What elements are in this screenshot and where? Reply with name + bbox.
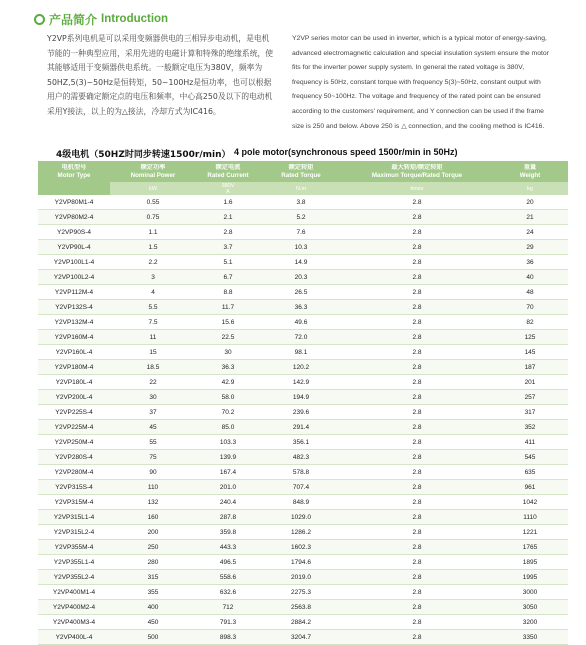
- table-cell: 48: [526, 288, 534, 296]
- table-row: [38, 405, 568, 420]
- table-row: [38, 630, 568, 645]
- table-cell: 2.8: [412, 633, 422, 641]
- table-cell: 2884.2: [291, 618, 311, 626]
- table-cell: Y2VP400M2-4: [52, 603, 96, 611]
- table-cell: 145: [524, 348, 536, 356]
- table-cell: 20.3: [294, 273, 308, 281]
- table-cell: 2.8: [412, 288, 422, 296]
- table-cell: Y2VP315L1-4: [53, 513, 95, 521]
- table-cell: 2.8: [412, 468, 422, 476]
- table-cell: 257: [524, 393, 536, 401]
- unit-cell: [492, 182, 568, 195]
- table-cell: 578.8: [292, 468, 310, 476]
- table-cell: 0.75: [146, 213, 160, 221]
- column-header: [110, 164, 196, 179]
- table-cell: 26.5: [294, 288, 308, 296]
- table-cell: 40: [526, 273, 534, 281]
- table-cell: 90: [149, 468, 157, 476]
- table-cell: 132: [147, 498, 159, 506]
- table-cell: 2019.0: [291, 573, 311, 581]
- table-cell: Y2VP225M-4: [54, 423, 94, 431]
- column-header: [342, 164, 492, 179]
- table-cell: 2.8: [412, 258, 422, 266]
- table-cell: 22: [149, 378, 157, 386]
- table-cell: 2.8: [223, 228, 233, 236]
- table-cell: 635: [524, 468, 536, 476]
- table-cell: Y2VP132S-4: [55, 303, 93, 311]
- table-row: [38, 525, 568, 540]
- table-row: [38, 255, 568, 270]
- table-cell: 2.8: [412, 333, 422, 341]
- table-cell: 355: [147, 588, 159, 596]
- table-cell: 3.7: [223, 243, 233, 251]
- table-cell: 37: [149, 408, 157, 416]
- table-cell: 1110: [523, 513, 537, 521]
- table-cell: 36.3: [221, 363, 235, 371]
- table-cell: 558.6: [219, 573, 237, 581]
- table-cell: 8.8: [223, 288, 233, 296]
- table-cell: 36.3: [294, 303, 308, 311]
- table-cell: 2.8: [412, 363, 422, 371]
- column-header-cn: 额定转矩: [288, 164, 314, 171]
- table-cell: 1.1: [148, 228, 158, 236]
- table-cell: Y2VP355L1-4: [53, 558, 95, 566]
- table-cell: 70.2: [221, 408, 235, 416]
- table-cell: 11: [149, 333, 157, 341]
- table-cell: 707.4: [292, 483, 310, 491]
- table-cell: 3200: [522, 618, 538, 626]
- table-cell: 359.8: [219, 528, 237, 536]
- table-row: [38, 570, 568, 585]
- table-header-row: [38, 161, 568, 182]
- column-header-en: Weight: [519, 171, 541, 179]
- circle-icon: [34, 14, 45, 25]
- table-cell: 2.1: [223, 213, 233, 221]
- table-cell: 3: [151, 273, 155, 281]
- table-cell: 2.8: [412, 228, 422, 236]
- table-cell: 15: [149, 348, 157, 356]
- table-cell: 1.5: [148, 243, 158, 251]
- table-cell: 3350: [522, 633, 538, 641]
- table-row: [38, 615, 568, 630]
- table-row: [38, 420, 568, 435]
- table-cell: Y2VP355M-4: [54, 543, 94, 551]
- column-header-cn: 电机型号: [61, 164, 87, 171]
- unit-label: times: [410, 185, 424, 192]
- table-row: [38, 585, 568, 600]
- table-cell: 3000: [522, 588, 538, 596]
- table-cell: 2.8: [412, 303, 422, 311]
- table-cell: 4: [151, 288, 155, 296]
- table-cell: 11.7: [221, 303, 235, 311]
- table-cell: 545: [524, 453, 536, 461]
- table-cell: 2563.8: [291, 603, 311, 611]
- unit-cell: [38, 182, 110, 195]
- table-title-cn: 4级电机（50HZ时同步转速1500r/min）: [56, 150, 231, 160]
- table-cell: 58.0: [221, 393, 235, 401]
- table-cell: 2.8: [412, 273, 422, 281]
- table-cell: 1221: [522, 528, 538, 536]
- motor-spec-table: [38, 161, 568, 645]
- table-cell: 239.6: [292, 408, 310, 416]
- column-header: [196, 164, 260, 179]
- header-title-en: Introduction: [101, 13, 169, 25]
- table-cell: Y2VP180M-4: [54, 363, 94, 371]
- table-cell: 55: [149, 438, 157, 446]
- column-header-en: Motor Type: [57, 171, 91, 179]
- table-cell: 82: [526, 318, 534, 326]
- table-cell: 848.9: [292, 498, 310, 506]
- column-header: [492, 164, 568, 179]
- table-cell: 194.9: [292, 393, 310, 401]
- table-cell: 2.8: [412, 393, 422, 401]
- unit-label: kg: [527, 185, 533, 192]
- column-header-en: Rated Current: [207, 171, 249, 179]
- table-cell: 18.5: [146, 363, 160, 371]
- table-cell: 411: [524, 438, 536, 446]
- table-cell: 110: [147, 483, 159, 491]
- table-cell: 2.8: [412, 378, 422, 386]
- table-cell: 45: [149, 423, 157, 431]
- table-cell: 24: [526, 228, 534, 236]
- table-cell: Y2VP100L2-4: [53, 273, 95, 281]
- table-cell: 2.8: [412, 543, 422, 551]
- table-cell: Y2VP160M-4: [54, 333, 94, 341]
- column-header-cn: 最大转矩/额定转矩: [391, 164, 443, 171]
- section-header: [34, 10, 168, 28]
- table-row: [38, 555, 568, 570]
- table-cell: Y2VP200L-4: [55, 393, 93, 401]
- column-header-en: Nominal Power: [130, 171, 176, 179]
- table-cell: 7.6: [296, 228, 306, 236]
- table-cell: 482.3: [292, 453, 310, 461]
- table-cell: Y2VP80M2-4: [54, 213, 94, 221]
- table-row: [38, 495, 568, 510]
- table-cell: 22.5: [221, 333, 235, 341]
- table-cell: 2.8: [412, 603, 422, 611]
- table-cell: 10.3: [294, 243, 308, 251]
- table-cell: 160: [147, 513, 159, 521]
- table-cell: Y2VP160L-4: [55, 348, 93, 356]
- table-cell: 280: [147, 558, 159, 566]
- table-cell: 6.7: [223, 273, 233, 281]
- column-header-en: Maximun Torque/Rated Torque: [371, 171, 463, 179]
- table-cell: 139.9: [219, 453, 237, 461]
- table-cell: 103.3: [219, 438, 237, 446]
- table-cell: 2.8: [412, 498, 422, 506]
- table-cell: 14.9: [294, 258, 308, 266]
- table-cell: 201: [524, 378, 536, 386]
- table-cell: 287.8: [219, 513, 237, 521]
- table-cell: 317: [524, 408, 536, 416]
- table-cell: 496.5: [219, 558, 237, 566]
- table-cell: Y2VP315L2-4: [53, 528, 95, 536]
- unit-label: 380V: [221, 182, 235, 189]
- table-row: [38, 390, 568, 405]
- table-cell: 2.8: [412, 483, 422, 491]
- table-cell: 2.8: [412, 198, 422, 206]
- unit-cell: [260, 182, 342, 195]
- table-cell: 98.1: [294, 348, 308, 356]
- table-row: [38, 510, 568, 525]
- table-cell: 443.3: [219, 543, 237, 551]
- table-cell: 2.8: [412, 558, 422, 566]
- table-cell: Y2VP80M1-4: [54, 198, 94, 206]
- unit-cell: [196, 182, 260, 195]
- table-cell: 1029.0: [291, 513, 311, 521]
- intro-text-cn: Y2VP系列电机是可以采用变频器供电的三相异步电动机，是电机节能的一种典型应用，采用先进的电磁计算和特殊的绝缘系统，使其能够适用于变频器供电系统。一般额定电压为380V，频率为50HZ,5(3)~50Hz是恒转矩，50~100Hz是恒功率，也可以根据用户的需要确定额定点的电压和频率，中心高250及以下的电动机采用Y接法，以上的为△接法，冷却方式为IC416。: [47, 34, 274, 116]
- table-cell: 2.8: [412, 453, 422, 461]
- table-cell: Y2VP180L-4: [55, 378, 93, 386]
- table-cell: 2.2: [148, 258, 158, 266]
- column-header-en: Rated Torque: [281, 171, 321, 179]
- table-cell: 400: [147, 603, 159, 611]
- table-cell: 75: [149, 453, 157, 461]
- table-cell: 450: [147, 618, 159, 626]
- table-cell: 712: [222, 603, 234, 611]
- table-cell: 0.55: [146, 198, 160, 206]
- table-row: [38, 225, 568, 240]
- table-cell: Y2VP90L-4: [57, 243, 91, 251]
- table-cell: Y2VP280M-4: [54, 468, 94, 476]
- column-header-cn: 额定电流: [215, 164, 241, 171]
- header-title-cn: 产品简介: [49, 12, 98, 27]
- table-cell: 201.0: [219, 483, 237, 491]
- table-row: [38, 600, 568, 615]
- table-cell: 356.1: [292, 438, 310, 446]
- table-row: [38, 360, 568, 375]
- table-cell: Y2VP315S-4: [55, 483, 93, 491]
- table-cell: Y2VP280S-4: [55, 453, 93, 461]
- table-cell: 20: [526, 198, 534, 206]
- unit-cell: [110, 182, 196, 195]
- table-cell: 1286.2: [291, 528, 311, 536]
- table-cell: 961: [524, 483, 536, 491]
- table-cell: 72.0: [294, 333, 308, 341]
- table-row: [38, 345, 568, 360]
- table-cell: 70: [526, 303, 534, 311]
- table-cell: 3204.7: [291, 633, 311, 641]
- table-row: [38, 300, 568, 315]
- table-cell: 2.8: [412, 513, 422, 521]
- column-header-cn: 额定功率: [140, 164, 166, 171]
- table-cell: 30: [149, 393, 157, 401]
- table-row: [38, 465, 568, 480]
- table-cell: 1042: [522, 498, 538, 506]
- table-cell: 2.8: [412, 618, 422, 626]
- table-cell: Y2VP355L2-4: [53, 573, 95, 581]
- table-row: [38, 450, 568, 465]
- table-cell: 352: [524, 423, 536, 431]
- table-cell: 200: [147, 528, 159, 536]
- table-cell: 1895: [522, 558, 538, 566]
- table-cell: 49.6: [294, 318, 308, 326]
- table-row: [38, 285, 568, 300]
- table-row: [38, 435, 568, 450]
- table-body: [38, 195, 568, 645]
- table-cell: 30: [224, 348, 232, 356]
- table-cell: 42.9: [221, 378, 235, 386]
- unit-label: N.m: [295, 185, 307, 192]
- table-cell: 5.1: [223, 258, 233, 266]
- table-cell: 1794.6: [291, 558, 311, 566]
- table-row: [38, 330, 568, 345]
- table-cell: Y2VP132M-4: [54, 318, 94, 326]
- table-cell: Y2VP100L1-4: [53, 258, 95, 266]
- table-cell: 500: [147, 633, 159, 641]
- table-cell: 36: [526, 258, 534, 266]
- table-row: [38, 480, 568, 495]
- table-cell: 1765: [522, 543, 538, 551]
- table-row: [38, 195, 568, 210]
- table-cell: 2.8: [412, 213, 422, 221]
- table-cell: Y2VP400M1-4: [52, 588, 96, 596]
- table-cell: 2.8: [412, 573, 422, 581]
- unit-label: kW: [149, 185, 157, 192]
- table-cell: 791.3: [219, 618, 237, 626]
- table-cell: 3050: [522, 603, 538, 611]
- table-cell: 21: [526, 213, 534, 221]
- table-row: [38, 315, 568, 330]
- table-cell: 2.8: [412, 528, 422, 536]
- table-cell: 1.6: [223, 198, 233, 206]
- table-cell: 315: [147, 573, 159, 581]
- table-cell: 167.4: [219, 468, 237, 476]
- table-cell: Y2VP112M-4: [54, 288, 94, 296]
- table-cell: 187: [524, 363, 536, 371]
- unit-label: A: [226, 188, 230, 195]
- table-row: [38, 210, 568, 225]
- column-header: [38, 164, 110, 179]
- table-row: [38, 375, 568, 390]
- table-cell: 2.8: [412, 588, 422, 596]
- table-cell: 5.5: [148, 303, 158, 311]
- table-cell: 3.8: [296, 198, 306, 206]
- table-row: [38, 540, 568, 555]
- table-cell: 2.8: [412, 243, 422, 251]
- table-cell: 5.2: [296, 213, 306, 221]
- table-cell: 2.8: [412, 438, 422, 446]
- table-cell: 125: [524, 333, 536, 341]
- table-cell: 15.6: [221, 318, 235, 326]
- table-cell: 2.8: [412, 348, 422, 356]
- table-cell: 898.3: [219, 633, 237, 641]
- table-cell: 250: [147, 543, 159, 551]
- table-cell: 85.0: [221, 423, 235, 431]
- intro-text-en: Y2VP series motor can be used in inverter, which is a typical motor of energy-saving, advanced electromagnetic calculation and special insulation system ensure the motor fits for the inverter power supply system. In general the rated voltage is 380V, frequency is 50Hz, constant torque with frequency 5(3)~50Hz, constant output with frequency 50~100Hz. The voltage and frequency of the rated point can be ensured according to the customers' requirement, and Y connection can be used if the frame size is 250 and below. Above 250 is △ connection, and the cooling method is IC416.: [292, 35, 549, 130]
- column-header-cn: 重量: [523, 164, 537, 171]
- table-row: [38, 240, 568, 255]
- table-cell: 7.5: [148, 318, 158, 326]
- table-cell: 142.9: [292, 378, 310, 386]
- table-cell: 1602.3: [291, 543, 311, 551]
- table-title-en: 4 pole motor(synchronous speed 1500r/min in 50Hz): [234, 147, 458, 157]
- table-cell: Y2VP400L-4: [55, 633, 93, 641]
- table-cell: 291.4: [292, 423, 310, 431]
- table-cell: 1995: [522, 573, 538, 581]
- table-cell: 2.8: [412, 318, 422, 326]
- table-cell: 2.8: [412, 408, 422, 416]
- table-cell: 2275.3: [291, 588, 311, 596]
- table-cell: 29: [526, 243, 534, 251]
- table-cell: 632.6: [219, 588, 237, 596]
- table-cell: Y2VP315M-4: [54, 498, 94, 506]
- table-row: [38, 270, 568, 285]
- table-cell: Y2VP90S-4: [57, 228, 91, 236]
- unit-cell: [342, 182, 492, 195]
- table-cell: Y2VP400M3-4: [52, 618, 96, 626]
- table-cell: 240.4: [219, 498, 237, 506]
- table-cell: 2.8: [412, 423, 422, 431]
- table-cell: Y2VP250M-4: [54, 438, 94, 446]
- table-unit-row: [38, 182, 568, 195]
- column-header: [260, 164, 342, 179]
- table-cell: Y2VP225S-4: [55, 408, 93, 416]
- table-cell: 120.2: [292, 363, 310, 371]
